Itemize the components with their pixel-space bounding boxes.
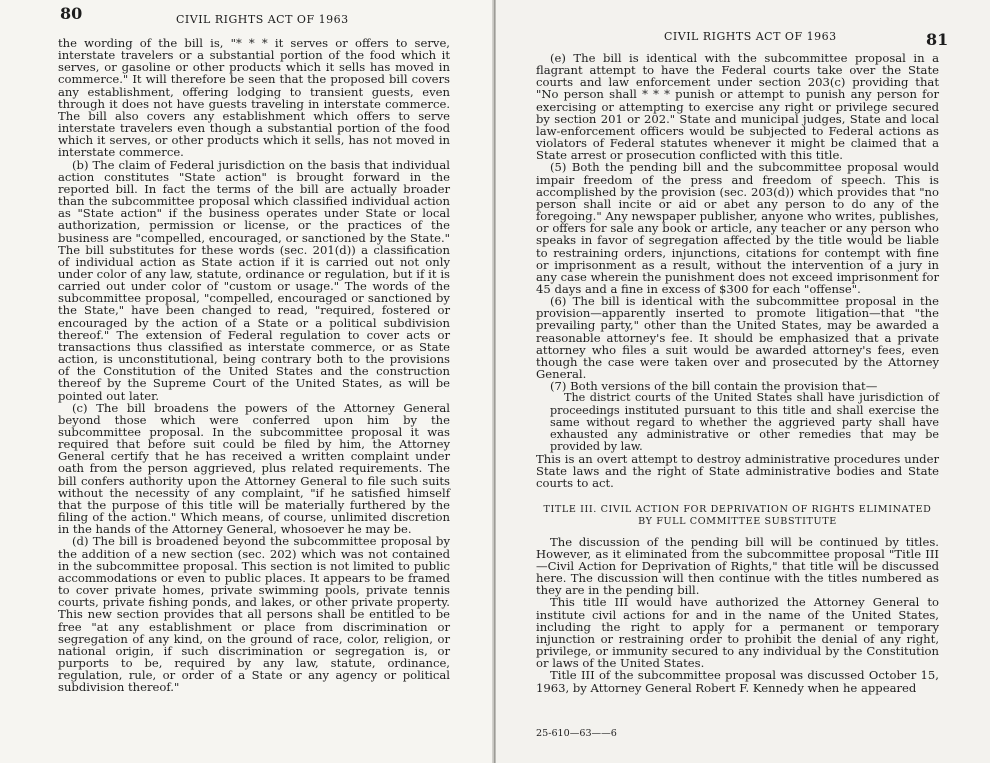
paragraph: (e) The bill is identical with the subcommittee proposal in a flagrant attempt to have the Federal courts take over the State courts and law enforcement under section 203(c) providing that "No person shall * * * punish or attempt to punish any person for exercising or attempting to exercise any right or privilege secured by section 201 or 202." State and municipal judges, State and local law-enforcement officers would be subjected to Federal actions as violators of Federal statutes whenever it might be claimed that a State arrest or prosecution conflicted with this title. [536,51,939,163]
running-head: CIVIL RIGHTS ACT OF 1963 [664,30,837,43]
paragraph: (5) Both the pending bill and the subcommittee proposal would impair freedom of the press and freedom of speech. This is accomplished by the provision (sec. 203(d)) which provides that "no person shall incite or aid or abet any person to do any of the foregoing." Any newspaper publisher, anyone who writes, publishes, or offers for sale any book or article, any teacher or any person who speaks in favor of segregation affected by the title would be liable to restraining orders, injunctions, citations for contempt with fine or imprisonment as a result, without the intervention of a jury in any case wherein the punishment does not exceed imprisonment for 45 days and a fine in excess of $300 for each "offense". [536,160,939,296]
running-head: CIVIL RIGHTS ACT OF 1963 [176,13,349,26]
right-page [496,0,990,763]
paragraph: This title III would have authorized the Attorney General to institute civil actions for and in the name of the United States, including the right to apply for a permanent or temporary injunction or restraining order to prohibit the denial of any right, privilege, or immunity secured to any individual by the Constitution or laws of the United States. [536,595,939,671]
paragraph: the wording of the bill is, "* * * it serves or offers to serve, interstate travelers or a substantial portion of the food which it serves, or gasoline or other products which it sells has moved in commerce." It will therefore be seen that the proposed bill covers any establishment, offering lodging to transient guests, even through it does not have guests traveling in interstate commerce. The bill also covers any establishment which offers to serve interstate travelers even though a substantial portion of the food which it serves, or other products which it sells, has not moved in interstate commerce. [58,36,450,160]
paragraph: (7) Both versions of the bill contain the provision that— [550,379,878,394]
text-column [58,37,450,693]
section-title: TITLE III. CIVIL ACTION FOR DEPRIVATION OF RIGHTS ELIMINATED BY FULL COMMITTEE SUBSTITUTE [543,503,932,527]
page-number: 80 [60,4,83,23]
paragraph: This is an overt attempt to destroy administrative procedures under State laws and the right of State administrative bodies and State courts to act. [536,452,939,491]
print-footer: 25-610—63——6 [536,728,617,739]
paragraph: (b) The claim of Federal jurisdiction on the basis that individual action constitutes "State action" is brought forward in the reported bill. In fact the terms of the bill are actually broader than the subcommittee proposal which classified individual action as "State action" if the business operates under State or local authorization, permission or license, or the practices of the business are "compelled, encouraged, or sanctioned by the State." The bill substitutes for these words (sec. 201(d)) a classification of individual action as State action if it is carried out not only under color of any law, statute, ordinance or regulation, but if it is carried out under color of "custom or usage." The words of the subcommittee proposal, "compelled, encouraged or sanctioned by the State," have been changed to read, "required, fostered or encouraged by the action of a State or a political subdivision thereof." The extension of Federal regulation to cover acts or transactions thus classified as interstate commerce, or as State action, is unconstitutional, being contrary both to the provisions of the Constitution of the United States and the construction thereof by the Supreme Court of the United States, as will be pointed out later. [58,157,450,403]
paragraph: (c) The bill broadens the powers of the Attorney General beyond those which were conferred upon him by the subcommittee proposal. In the subcommittee proposal it was required that before suit could be filed by him, the Attorney General certify that he has received a written complaint under oath from the person aggrieved, plus related requirements. The bill confers authority upon the Attorney General to file such suits without the necessity of any complaint, "if he satisfied himself that the purpose of this title will be materially furthered by the filing of the action." Which means, of course, unlimited discretion in the hands of the Attorney General, whosoever he may be. [58,400,450,537]
left-page [0,0,494,763]
paragraph: (6) The bill is identical with the subcommittee proposal in the provision—apparently inserted to promote litigation—that "the prevailing party," other than the United States, may be awarded a reasonable attorney's fee. It should be emphasized that a private attorney who files a suit would be awarded attorney's fees, even though the case were taken over and prosecuted by the Attorney General. [536,294,939,382]
text-column [536,52,939,694]
paragraph: (d) The bill is broadened beyond the subcommittee proposal by the addition of a new section (sec. 202) which was not contained in the subcommittee proposal. This section is not limited to public accommodations or even to public places. It appears to be framed to cover private homes, private swimming pools, private tennis courts, private fishing ponds, and lakes, or other private property. This new section provides that all persons shall be entitled to be free "at any establishment or place from discrimination or segregation of any kind, on the ground of race, color, religion, or national origin, if such discrimination or segregation is, or purports to be, required by any law, statute, ordinance, regulation, rule, or order of a State or any agency or political subdivision thereof." [58,534,450,695]
paragraph: Title III of the subcommittee proposal was discussed October 15, 1963, by Attorney General Robert F. Kennedy when he appeared [536,668,939,695]
paragraph: The discussion of the pending bill will be continued by titles. However, as it eliminated from the subcommittee proposal "Title III—Civil Action for Deprivation of Rights," that title will be discussed here. The discussion will then continue with the titles numbered as they are in the pending bill. [536,534,939,598]
block-quote: The district courts of the United States shall have jurisdiction of proceedings instituted pursuant to this title and shall exercise the same without regard to whether the aggrieved party shall have exhausted any administrative or other remedies that may be provided by law. [550,391,939,453]
gutter-line [494,0,495,763]
page-number: 81 [926,30,949,49]
